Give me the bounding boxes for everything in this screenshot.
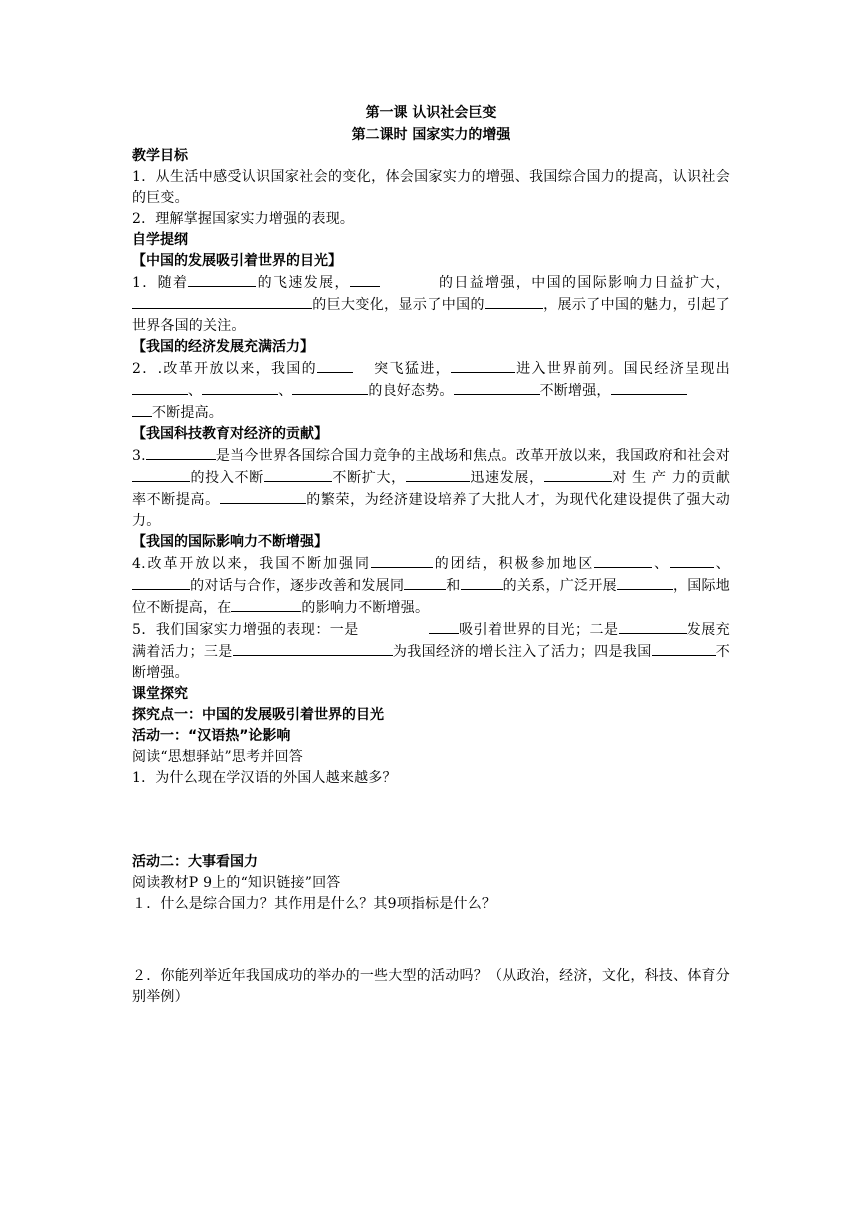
- fill-blank[interactable]: [454, 380, 540, 395]
- fill-blank[interactable]: [451, 358, 515, 373]
- text: 不断增强。: [132, 644, 730, 681]
- text: 迅速发展，: [469, 470, 544, 486]
- text: 1．随着: [132, 275, 189, 291]
- fill-blank[interactable]: [317, 358, 353, 373]
- explore-heading: 课堂探究: [132, 686, 188, 702]
- goal-2: 2．理解掌握国家实力增强的表现。: [132, 211, 355, 227]
- text: 进入世界前列。国民经济呈现出: [514, 361, 730, 377]
- fill-blank[interactable]: [220, 489, 306, 504]
- item-2: [132, 358, 730, 424]
- text: 的巨大变化，显示了中国的: [312, 297, 485, 313]
- explore-point-1-heading: 探究点一：中国的发展吸引着世界的目光: [132, 707, 384, 723]
- text: 是当今世界各国综合国力竞争的主战场和焦点。改革开放以来，我国政府和社会对: [215, 448, 730, 464]
- lesson-title: 第一课 认识社会巨变: [365, 105, 497, 121]
- item-5: [132, 619, 730, 684]
- activity-2-question-2: ２．你能列举近年我国成功的举办的一些大型的活动吗？（从政治，经济，文化，科技、体育分别举例）: [132, 968, 730, 1005]
- fill-blank[interactable]: [292, 380, 368, 395]
- activity-1-heading: 活动一：“汉语热”论影响: [132, 728, 291, 744]
- fill-blank[interactable]: [617, 575, 673, 590]
- fill-blank[interactable]: [611, 380, 687, 395]
- text: 、: [714, 556, 731, 572]
- fill-blank[interactable]: [406, 467, 470, 482]
- outline-heading: 自学提纲: [132, 232, 188, 248]
- fill-blank[interactable]: [350, 272, 380, 287]
- answer-space[interactable]: [132, 789, 730, 852]
- text: ，国际地位不断提高，在: [132, 578, 730, 616]
- text: 对 生 产 力的贡献率不断提高。: [132, 470, 731, 508]
- text: 的关系，广泛开展: [502, 578, 617, 594]
- document-body: [132, 102, 730, 1008]
- fill-blank[interactable]: [371, 553, 433, 568]
- item-3: [132, 445, 730, 532]
- text: 为我国经济的增长注入了活力；四是我国: [392, 644, 652, 660]
- text: 的对话与合作，逐步改善和发展同: [190, 578, 405, 594]
- item-1: [132, 272, 730, 337]
- fill-blank[interactable]: [132, 575, 190, 590]
- fill-blank[interactable]: [132, 467, 190, 482]
- section-3-heading: 【我国科技教育对经济的贡献】: [132, 426, 328, 442]
- answer-space[interactable]: [132, 915, 730, 966]
- text: 、: [278, 383, 293, 399]
- activity-2-question-1: １．什么是综合国力？其作用是什么？其9项指标是什么？: [132, 896, 497, 912]
- text: 的飞速发展，: [256, 275, 350, 291]
- text: 突飞猛进，: [373, 361, 451, 377]
- fill-blank[interactable]: [619, 619, 687, 634]
- text: 5．我们国家实力增强的表现：一是: [132, 622, 359, 638]
- text: 的影响力不断增强。: [301, 600, 430, 616]
- text: 吸引着世界的目光；二是: [458, 622, 619, 638]
- section-4-heading: 【我国的国际影响力不断增强】: [132, 534, 328, 550]
- fill-blank[interactable]: [461, 575, 503, 590]
- text: 3.: [132, 448, 146, 464]
- text: 的日益增强，中国的国际影响力日益扩大，: [437, 275, 730, 291]
- item-4: [132, 553, 730, 619]
- fill-blank[interactable]: [670, 553, 714, 568]
- fill-blank[interactable]: [485, 294, 543, 309]
- activity-1-question-1: 1．为什么现在学汉语的外国人越来越多？: [132, 770, 397, 786]
- fill-blank[interactable]: [132, 294, 312, 309]
- fill-blank[interactable]: [594, 553, 652, 568]
- period-title: 第二课时 国家实力的增强: [351, 127, 511, 143]
- text: 的投入不断: [190, 470, 264, 486]
- text: 、: [652, 556, 671, 572]
- goals-heading: 教学目标: [132, 148, 188, 164]
- fill-blank[interactable]: [231, 597, 301, 612]
- fill-blank[interactable]: [233, 641, 393, 656]
- section-1-heading: 【中国的发展吸引着世界的目光】: [132, 253, 342, 269]
- goal-1: 1．从生活中感受认识国家社会的变化，体会国家实力的增强、我国综合国力的提高，认识社会的巨变。: [132, 169, 730, 206]
- text: ，展示了中国的魅力，引起了世界各国的关注。: [132, 297, 730, 334]
- fill-blank[interactable]: [404, 575, 446, 590]
- text: 的良好态势。: [368, 383, 454, 399]
- text: 2．.改革开放以来，我国的: [132, 361, 318, 377]
- activity-2-heading: 活动二：大事看国力: [132, 854, 258, 870]
- fill-blank[interactable]: [132, 380, 188, 395]
- section-2-heading: 【我国的经济发展充满活力】: [132, 339, 314, 355]
- fill-blank[interactable]: [429, 619, 459, 634]
- text: 和: [446, 578, 461, 594]
- fill-blank[interactable]: [188, 272, 256, 287]
- fill-blank[interactable]: [652, 641, 716, 656]
- activity-2-instruction: 阅读教材P 9上的“知识链接”回答: [132, 875, 341, 891]
- text: 不断增强，: [539, 383, 611, 399]
- text: 的团结，积极参加地区: [432, 556, 595, 572]
- fill-blank[interactable]: [544, 467, 612, 482]
- fill-blank[interactable]: [146, 445, 216, 460]
- fill-blank[interactable]: [264, 467, 332, 482]
- text: 、: [188, 383, 203, 399]
- activity-1-instruction: 阅读“思想驿站”思考并回答: [132, 749, 303, 765]
- text: 不断提高。: [152, 405, 223, 421]
- fill-blank[interactable]: [132, 402, 152, 417]
- fill-blank[interactable]: [202, 380, 278, 395]
- text: 不断扩大，: [331, 470, 406, 486]
- text: 的繁荣，为经济建设培养了大批人才，为现代化建设提供了强大动力。: [132, 492, 730, 529]
- text: 发展充满着活力；三是: [132, 622, 730, 660]
- text: 4.改革开放以来，我国不断加强同: [132, 556, 371, 572]
